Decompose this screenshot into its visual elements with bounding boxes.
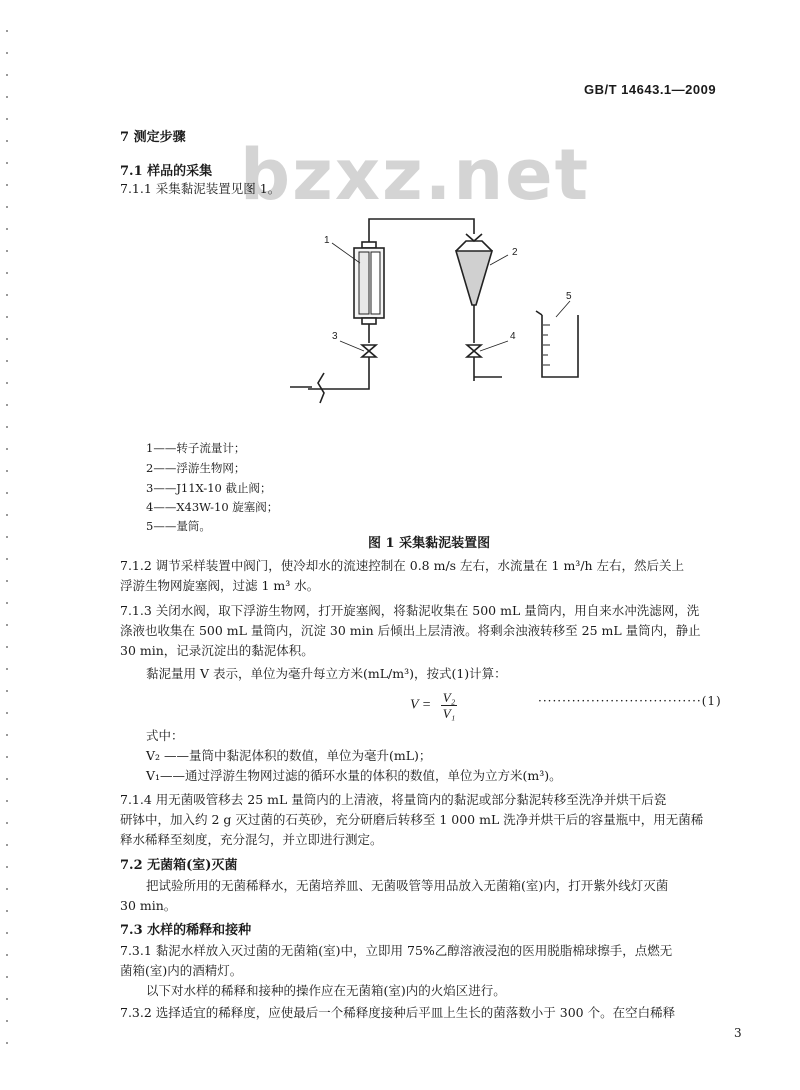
para-7-1-4-line2: 研钵中，加入约 2 g 灭过菌的石英砂，充分研磨后转移至 1 000 mL 洗净并烘干后的容量瓶中，用无菌稀 <box>120 812 704 827</box>
para-7-3-1-line2: 菌箱(室)内的酒精灯。 <box>120 963 243 978</box>
label-1: 1 <box>324 235 330 246</box>
section-7-heading: 7 测定步骤 <box>120 130 186 145</box>
formula-lhs: V = <box>410 697 432 713</box>
para-7-1-4-line3: 释水稀释至刻度，充分混匀，并立即进行测定。 <box>120 832 383 847</box>
sampling-apparatus-diagram <box>280 205 600 420</box>
label-3: 3 <box>332 331 338 342</box>
legend-item-5: 5——量筒。 <box>146 519 211 533</box>
section-7-1-heading: 7.1 样品的采集 <box>120 164 213 179</box>
para-slime-volume: 黏泥量用 V 表示，单位为毫升每立方米(mL/m³)，按式(1)计算： <box>146 666 507 681</box>
para-7-1-4-line1: 7.1.4 用无菌吸管移去 25 mL 量筒内的上清液，将量筒内的黏泥或部分黏泥转移至洗净并烘干后瓷 <box>120 792 667 807</box>
para-7-1-3-line3: 30 min，记录沉淀出的黏泥体积。 <box>120 643 314 658</box>
binder-holes <box>6 30 8 1060</box>
legend-item-3: 3——J11X-10 截止阀； <box>146 481 272 495</box>
para-7-1-2-line1: 7.1.2 调节采样装置中阀门，使冷却水的流速控制在 0.8 m/s 左右，水流量在 1 m³/h 左右，然后关上 <box>120 558 685 573</box>
var-v2-definition: V₂ ——量筒中黏泥体积的数值，单位为毫升(mL)； <box>146 748 432 763</box>
standard-number: GB/T 14643.1—2009 <box>584 82 717 97</box>
para-7-2-line2: 30 min。 <box>120 898 177 913</box>
figure-caption: 图 1 采集黏泥装置图 <box>368 536 491 551</box>
label-2: 2 <box>512 247 518 258</box>
section-7-3-heading: 7.3 水样的稀释和接种 <box>120 923 252 938</box>
legend-item-4: 4——X43W-10 旋塞阀； <box>146 500 279 514</box>
formula-numerator: V₂ <box>442 690 456 705</box>
page-number: 3 <box>734 1026 742 1040</box>
label-5: 5 <box>566 291 572 302</box>
legend-item-1: 1——转子流量计； <box>146 441 246 455</box>
where-label: 式中： <box>146 728 184 743</box>
watermark: bzxz.net <box>240 134 591 216</box>
formula-fraction <box>441 690 457 721</box>
var-v1-definition: V₁——通过浮游生物网过滤的循环水量的体积的数值，单位为立方米(m³)。 <box>146 768 562 783</box>
formula-denominator: V₁ <box>442 706 456 721</box>
section-7-2-heading: 7.2 无菌箱(室)灭菌 <box>120 858 238 873</box>
legend-item-2: 2——浮游生物网； <box>146 461 246 475</box>
formula-number: ··································(1) <box>538 694 722 708</box>
para-7-2-line1: 把试验所用的无菌稀释水，无菌培养皿、无菌吸管等用品放入无菌箱(室)内，打开紫外线灯灭菌 <box>146 878 669 893</box>
label-4: 4 <box>510 331 516 342</box>
para-7-1-3-line1: 7.1.3 关闭水阀，取下浮游生物网，打开旋塞阀，将黏泥收集在 500 mL 量筒内，用自来水冲洗滤网，洗 <box>120 603 700 618</box>
section-7-1-1-text: 7.1.1 采集黏泥装置见图 1。 <box>120 181 281 196</box>
para-7-1-2-line2: 浮游生物网旋塞阀，过滤 1 m³ 水。 <box>120 578 320 593</box>
formula-1 <box>410 690 457 721</box>
para-7-3-1-line1: 7.3.1 黏泥水样放入灭过菌的无菌箱(室)中，立即用 75%乙醇溶液浸泡的医用脱脂棉球擦手，点燃无 <box>120 943 673 958</box>
para-7-3-1-line3: 以下对水样的稀释和接种的操作应在无菌箱(室)内的火焰区进行。 <box>146 983 506 998</box>
para-7-1-3-line2: 涤液也收集在 500 mL 量筒内，沉淀 30 min 后倾出上层清液。将剩余浊液转移至 25 mL 量筒内，静止 <box>120 623 701 638</box>
para-7-3-2-line1: 7.3.2 选择适宜的稀释度，应使最后一个稀释度接种后平皿上生长的菌落数小于 300 个。在空白稀释 <box>120 1005 676 1020</box>
